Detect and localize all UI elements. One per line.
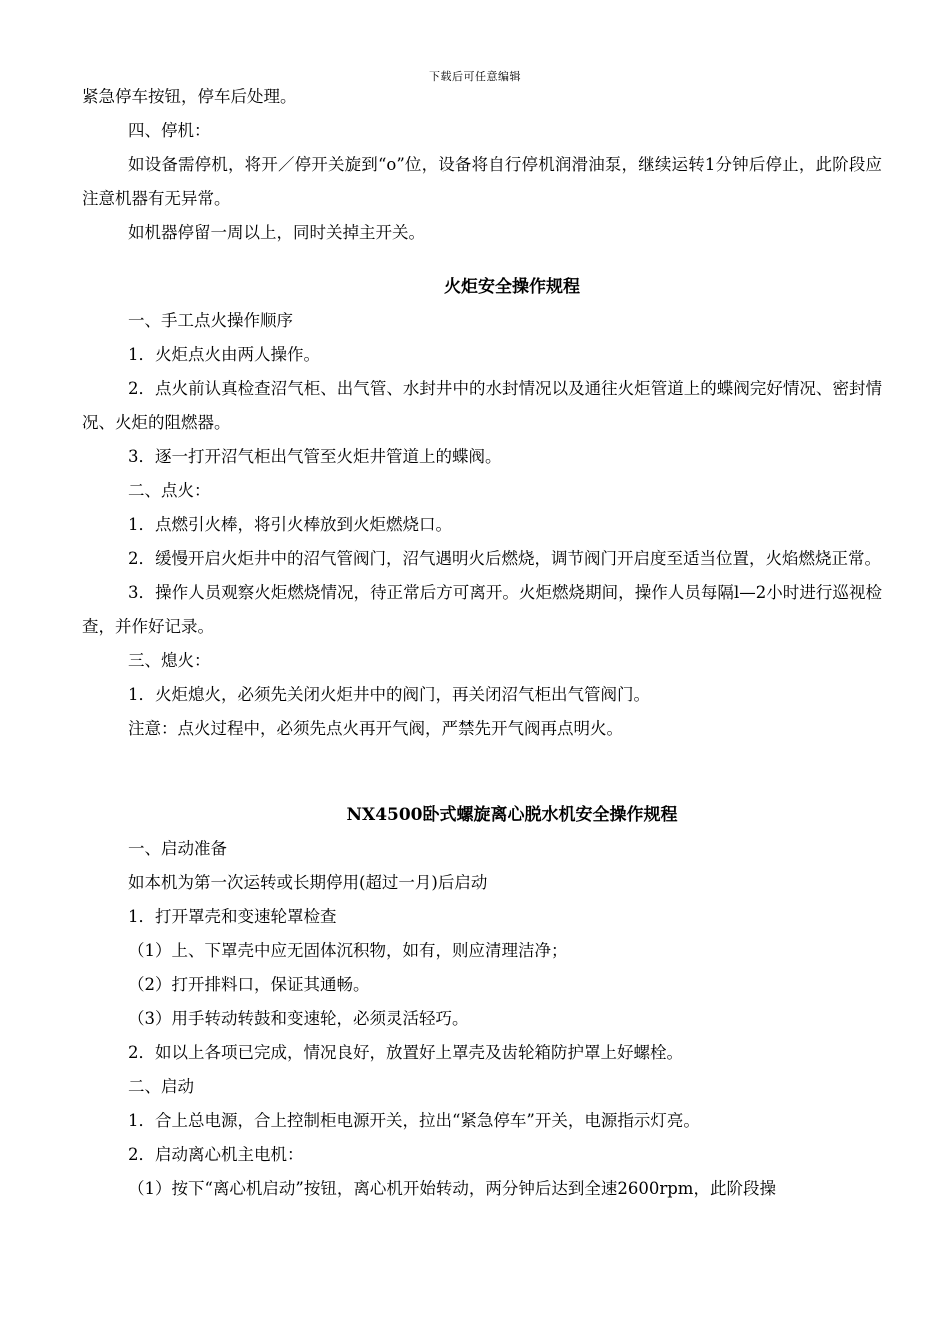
- section-heading: 火炬安全操作规程: [444, 277, 580, 297]
- section-heading: NX4500卧式螺旋离心脱水机安全操作规程: [346, 805, 678, 825]
- document-body: [82, 80, 882, 1206]
- paragraph: 1．打开罩壳和变速轮罩检查: [128, 907, 337, 926]
- paragraph: 3．操作人员观察火炬燃烧情况，待正常后方可离开。火炬燃烧期间，操作人员每隔l—2小时进行巡视检查，并作好记录。: [82, 583, 882, 636]
- paragraph: 2．启动离心机主电机：: [128, 1145, 304, 1164]
- paragraph: （3）用手转动转鼓和变速轮，必须灵活轻巧。: [128, 1009, 469, 1028]
- paragraph: 如设备需停机，将开／停开关旋到“o”位，设备将自行停机润滑油泵，继续运转1分钟后停止，此阶段应注意机器有无异常。: [82, 155, 882, 208]
- paragraph: 1．火炬熄火，必须先关闭火炬井中的阀门，再关闭沼气柜出气管阀门。: [128, 685, 650, 704]
- paragraph: 紧急停车按钮，停车后处理。: [82, 87, 297, 106]
- paragraph: 一、手工点火操作顺序: [128, 311, 293, 330]
- paragraph: （1）上、下罩壳中应无固体沉积物，如有，则应清理洁净；: [128, 941, 568, 960]
- paragraph: 如本机为第一次运转或长期停用(超过一月)后启动: [128, 873, 488, 892]
- paragraph: 三、熄火：: [128, 651, 211, 670]
- paragraph: 2．如以上各项已完成，情况良好，放置好上罩壳及齿轮箱防护罩上好螺栓。: [128, 1043, 683, 1062]
- paragraph: 2．点火前认真检查沼气柜、出气管、水封井中的水封情况以及通往火炬管道上的蝶阀完好情况、密封情况、火炬的阻燃器。: [82, 379, 882, 432]
- paragraph: 1．火炬点火由两人操作。: [128, 345, 320, 364]
- paragraph: 四、停机：: [128, 121, 211, 140]
- section-spacer: [82, 250, 882, 270]
- paragraph: 2．缓慢开启火炬井中的沼气管阀门，沼气遇明火后燃烧，调节阀门开启度至适当位置，火焰燃烧正常。: [128, 549, 881, 568]
- paragraph: 二、启动: [128, 1077, 194, 1096]
- paragraph: 一、启动准备: [128, 839, 227, 858]
- paragraph: 如机器停留一周以上，同时关掉主开关。: [128, 223, 425, 242]
- header-note: 下载后可任意编辑: [429, 70, 521, 83]
- section-spacer: [82, 746, 882, 798]
- paragraph: 1．合上总电源，合上控制柜电源开关，拉出“紧急停车”开关，电源指示灯亮。: [128, 1111, 700, 1130]
- paragraph: 注意：点火过程中，必须先点火再开气阀，严禁先开气阀再点明火。: [128, 719, 623, 738]
- paragraph: 二、点火：: [128, 481, 211, 500]
- paragraph: 3．逐一打开沼气柜出气管至火炬井管道上的蝶阀。: [128, 447, 502, 466]
- paragraph: （1）按下“离心机启动”按钮，离心机开始转动，两分钟后达到全速2600rpm，此阶段操: [128, 1179, 776, 1198]
- paragraph: （2）打开排料口，保证其通畅。: [128, 975, 370, 994]
- paragraph: 1．点燃引火棒，将引火棒放到火炬燃烧口。: [128, 515, 452, 534]
